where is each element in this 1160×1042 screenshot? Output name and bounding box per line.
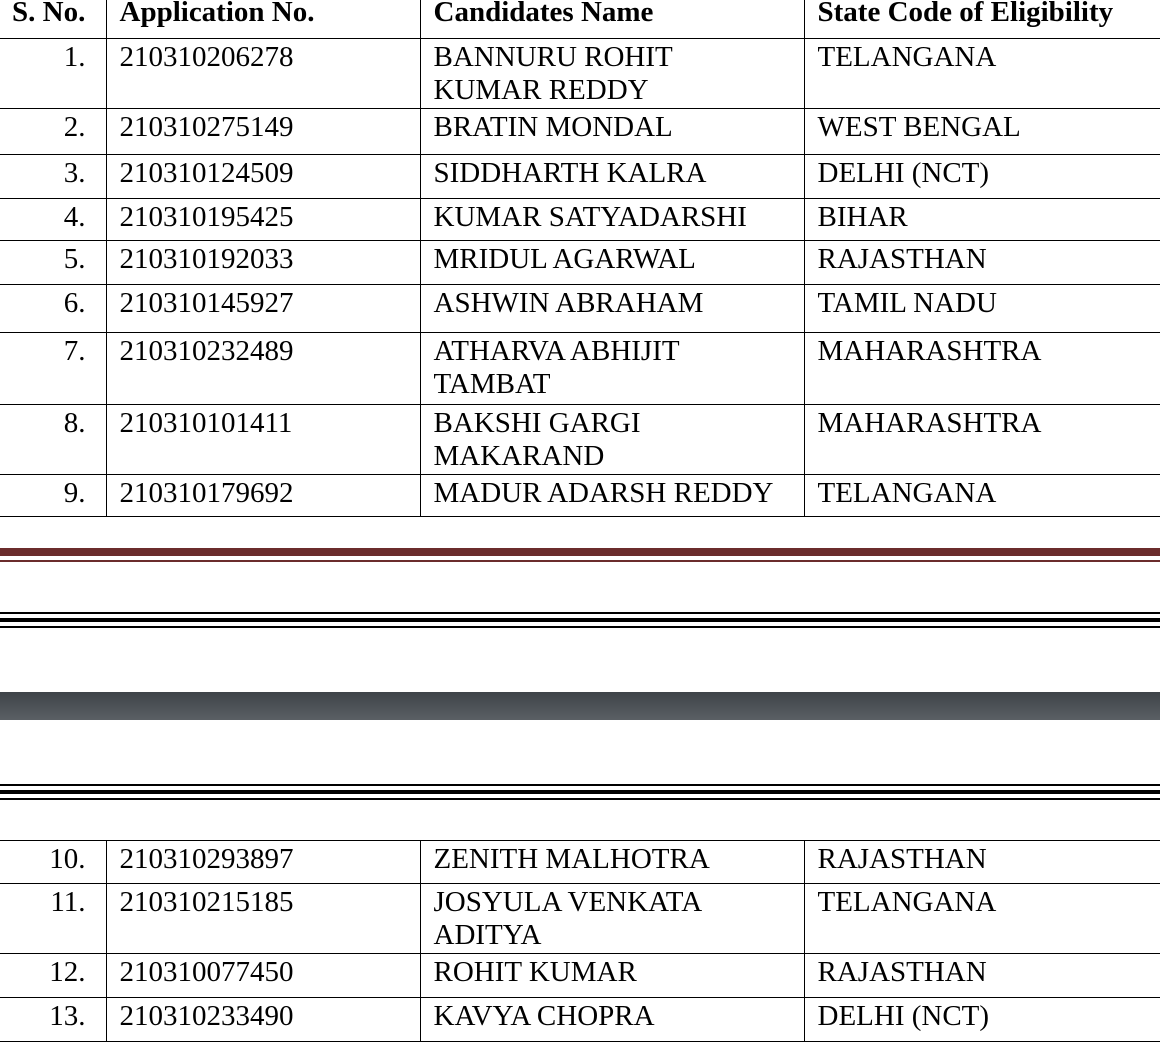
cell-state-code: RAJASTHAN bbox=[804, 841, 1160, 884]
cell-application-no: 210310232489 bbox=[106, 333, 420, 405]
cell-application-no: 210310215185 bbox=[106, 884, 420, 954]
cell-candidate-name bbox=[420, 884, 804, 954]
candidate-name-line2: KUMAR REDDY bbox=[433, 74, 649, 106]
candidate-name-line1: KUMAR SATYADARSHI bbox=[433, 201, 747, 233]
cell-candidate-name bbox=[420, 109, 804, 155]
cell-sno: 4. bbox=[0, 199, 106, 241]
cell-state-code: MAHARASHTRA bbox=[804, 405, 1160, 475]
cell-state-code: TAMIL NADU bbox=[804, 285, 1160, 333]
separator-band-grey bbox=[0, 692, 1160, 720]
cell-application-no: 210310124509 bbox=[106, 155, 420, 199]
candidate-name-line2: TAMBAT bbox=[433, 368, 551, 400]
separator-line bbox=[0, 618, 1160, 622]
cell-candidate-name bbox=[420, 954, 804, 998]
cell-sno: 3. bbox=[0, 155, 106, 199]
table-header-row bbox=[0, 0, 1160, 39]
candidate-name-line1: ATHARVA ABHIJIT bbox=[433, 335, 680, 367]
cell-sno: 2. bbox=[0, 109, 106, 155]
cell-candidate-name bbox=[420, 333, 804, 405]
table-row bbox=[0, 39, 1160, 109]
table-row bbox=[0, 884, 1160, 954]
cell-sno: 11. bbox=[0, 884, 106, 954]
cell-application-no: 210310293897 bbox=[106, 841, 420, 884]
cell-state-code: TELANGANA bbox=[804, 884, 1160, 954]
cell-state-code: TELANGANA bbox=[804, 475, 1160, 517]
candidate-name-line2: MAKARAND bbox=[433, 440, 605, 472]
cell-candidate-name bbox=[420, 405, 804, 475]
cell-sno: 5. bbox=[0, 241, 106, 285]
cell-sno: 1. bbox=[0, 39, 106, 109]
cell-candidate-name bbox=[420, 199, 804, 241]
results-table-bottom bbox=[0, 840, 1160, 1042]
cell-state-code: BIHAR bbox=[804, 199, 1160, 241]
cell-application-no: 210310206278 bbox=[106, 39, 420, 109]
cell-candidate-name bbox=[420, 285, 804, 333]
table-row bbox=[0, 285, 1160, 333]
header-application-no: Application No. bbox=[106, 0, 420, 39]
cell-sno: 10. bbox=[0, 841, 106, 884]
cell-application-no: 210310192033 bbox=[106, 241, 420, 285]
separator-line bbox=[0, 798, 1160, 800]
candidate-name-line1: ROHIT KUMAR bbox=[433, 956, 637, 988]
table-row bbox=[0, 109, 1160, 155]
candidate-name-line1: JOSYULA VENKATA bbox=[433, 886, 703, 918]
cell-sno: 7. bbox=[0, 333, 106, 405]
cell-state-code: TELANGANA bbox=[804, 39, 1160, 109]
separator-line bbox=[0, 626, 1160, 628]
candidate-name-line1: MRIDUL AGARWAL bbox=[433, 243, 696, 275]
cell-sno: 8. bbox=[0, 405, 106, 475]
cell-candidate-name bbox=[420, 475, 804, 517]
separator-rule-maroon-thin bbox=[0, 560, 1160, 562]
candidate-name-line1: MADUR ADARSH REDDY bbox=[433, 477, 774, 509]
header-state-code: State Code of Eligibility bbox=[804, 0, 1160, 39]
candidate-name-line2: ADITYA bbox=[433, 919, 542, 951]
results-table-top bbox=[0, 0, 1160, 517]
cell-application-no: 210310101411 bbox=[106, 405, 420, 475]
table-row bbox=[0, 405, 1160, 475]
cell-application-no: 210310179692 bbox=[106, 475, 420, 517]
table-row bbox=[0, 954, 1160, 998]
cell-application-no: 210310077450 bbox=[106, 954, 420, 998]
cell-sno: 9. bbox=[0, 475, 106, 517]
separator-line bbox=[0, 784, 1160, 786]
cell-application-no: 210310145927 bbox=[106, 285, 420, 333]
separator-line bbox=[0, 790, 1160, 794]
cell-state-code: WEST BENGAL bbox=[804, 109, 1160, 155]
cell-application-no: 210310233490 bbox=[106, 998, 420, 1042]
cell-candidate-name bbox=[420, 841, 804, 884]
cell-application-no: 210310275149 bbox=[106, 109, 420, 155]
cell-candidate-name bbox=[420, 998, 804, 1042]
candidate-name-line1: KAVYA CHOPRA bbox=[433, 1000, 655, 1032]
cell-state-code: RAJASTHAN bbox=[804, 954, 1160, 998]
cell-candidate-name bbox=[420, 39, 804, 109]
table-row bbox=[0, 841, 1160, 884]
table-row bbox=[0, 155, 1160, 199]
cell-state-code: DELHI (NCT) bbox=[804, 998, 1160, 1042]
table-row bbox=[0, 199, 1160, 241]
header-sno: S. No. bbox=[0, 0, 106, 39]
candidate-name-line1: BAKSHI GARGI bbox=[433, 407, 641, 439]
candidate-name-line1: ZENITH MALHOTRA bbox=[433, 843, 710, 875]
cell-candidate-name bbox=[420, 155, 804, 199]
separator-rule-maroon bbox=[0, 548, 1160, 556]
table-row bbox=[0, 998, 1160, 1042]
separator-line bbox=[0, 612, 1160, 614]
cell-candidate-name bbox=[420, 241, 804, 285]
cell-sno: 13. bbox=[0, 998, 106, 1042]
table-row bbox=[0, 333, 1160, 405]
candidate-name-line1: SIDDHARTH KALRA bbox=[433, 157, 707, 189]
cell-application-no: 210310195425 bbox=[106, 199, 420, 241]
candidate-name-line1: ASHWIN ABRAHAM bbox=[433, 287, 704, 319]
header-candidate-name: Candidates Name bbox=[420, 0, 804, 39]
cell-sno: 12. bbox=[0, 954, 106, 998]
cell-state-code: DELHI (NCT) bbox=[804, 155, 1160, 199]
cell-state-code: MAHARASHTRA bbox=[804, 333, 1160, 405]
table-row bbox=[0, 475, 1160, 517]
cell-state-code: RAJASTHAN bbox=[804, 241, 1160, 285]
candidate-name-line1: BANNURU ROHIT bbox=[433, 41, 673, 73]
cell-sno: 6. bbox=[0, 285, 106, 333]
table-row bbox=[0, 241, 1160, 285]
candidate-name-line1: BRATIN MONDAL bbox=[433, 111, 673, 143]
